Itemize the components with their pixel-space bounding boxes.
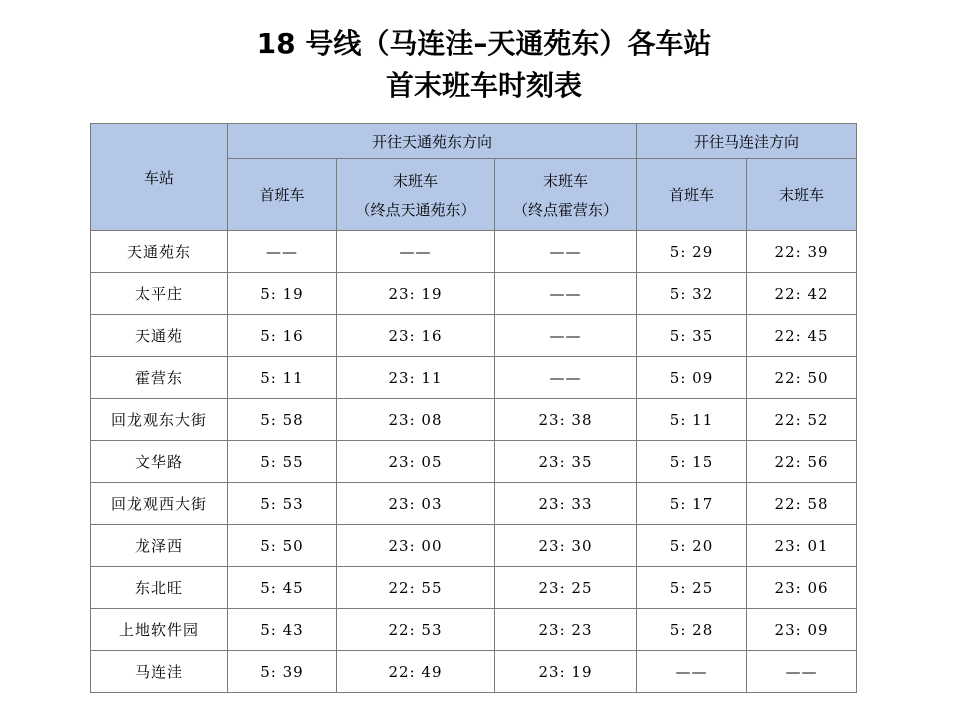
d2-last-train-cell: 23: 09 <box>747 609 857 651</box>
d1-last-train-hyd-cell: —— <box>495 315 637 357</box>
d1-last-train-hyd-cell: —— <box>495 357 637 399</box>
table-row <box>91 567 857 609</box>
station-cell: 太平庄 <box>91 273 228 315</box>
d1-last-train-tto-cell: 23: 08 <box>337 399 495 441</box>
d2-last-train-cell: 22: 50 <box>747 357 857 399</box>
d2-first-train-cell: 5: 17 <box>637 483 747 525</box>
d2-first-train-cell: 5: 11 <box>637 399 747 441</box>
station-cell: 天通苑 <box>91 315 228 357</box>
station-cell: 文华路 <box>91 441 228 483</box>
d1-last-train-tto-cell: 23: 00 <box>337 525 495 567</box>
d1-last-train-tto-cell: 23: 03 <box>337 483 495 525</box>
header-row-1 <box>91 124 857 159</box>
station-cell: 龙泽西 <box>91 525 228 567</box>
table-row <box>91 441 857 483</box>
station-cell: 回龙观西大街 <box>91 483 228 525</box>
header-d1-last-train-hyd <box>495 159 637 231</box>
d1-last-train-tto-cell: 23: 19 <box>337 273 495 315</box>
table-row <box>91 651 857 693</box>
d1-last-train-hyd-cell: 23: 25 <box>495 567 637 609</box>
d1-last-train-hyd-cell: 23: 35 <box>495 441 637 483</box>
header-last-train-note-tto: （终点天通苑东） <box>355 200 476 219</box>
d1-first-train-cell: 5: 50 <box>228 525 337 567</box>
station-cell: 霍营东 <box>91 357 228 399</box>
d1-last-train-hyd-cell: 23: 38 <box>495 399 637 441</box>
d1-first-train-cell: 5: 58 <box>228 399 337 441</box>
header-d2-last-train: 末班车 <box>747 159 857 231</box>
d2-first-train-cell: 5: 09 <box>637 357 747 399</box>
d2-last-train-cell: 22: 45 <box>747 315 857 357</box>
table-row <box>91 315 857 357</box>
header-d1-last-train-tto <box>337 159 495 231</box>
d2-last-train-cell: 22: 56 <box>747 441 857 483</box>
d1-last-train-hyd-cell: 23: 19 <box>495 651 637 693</box>
d2-last-train-cell: 22: 52 <box>747 399 857 441</box>
d2-last-train-cell: —— <box>747 651 857 693</box>
header-d2-first-train: 首班车 <box>637 159 747 231</box>
d1-last-train-tto-cell: 22: 53 <box>337 609 495 651</box>
title-line-1: 18 号线（马连洼–天通苑东）各车站 <box>256 27 712 60</box>
d2-first-train-cell: 5: 15 <box>637 441 747 483</box>
station-cell: 马连洼 <box>91 651 228 693</box>
d1-last-train-tto-cell: 23: 11 <box>337 357 495 399</box>
header-last-train-note-hyd: （终点霍营东） <box>513 200 619 219</box>
d2-first-train-cell: 5: 35 <box>637 315 747 357</box>
d2-last-train-cell: 22: 58 <box>747 483 857 525</box>
table-row <box>91 609 857 651</box>
d1-last-train-hyd-cell: —— <box>495 273 637 315</box>
table-row <box>91 273 857 315</box>
d1-first-train-cell: 5: 11 <box>228 357 337 399</box>
table-row <box>91 399 857 441</box>
d1-last-train-hyd-cell: 23: 23 <box>495 609 637 651</box>
header-direction-tiantongyuandong: 开往天通苑东方向 <box>228 124 637 159</box>
table-row <box>91 525 857 567</box>
d1-last-train-tto-cell: 23: 05 <box>337 441 495 483</box>
d2-first-train-cell: 5: 20 <box>637 525 747 567</box>
header-d1-first-train: 首班车 <box>228 159 337 231</box>
header-station: 车站 <box>91 124 228 231</box>
table-row <box>91 483 857 525</box>
d1-first-train-cell: 5: 16 <box>228 315 337 357</box>
header-last-train-label: 末班车 <box>543 171 589 190</box>
d2-last-train-cell: 23: 01 <box>747 525 857 567</box>
station-cell: 回龙观东大街 <box>91 399 228 441</box>
d2-last-train-cell: 23: 06 <box>747 567 857 609</box>
header-direction-malianwa: 开往马连洼方向 <box>637 124 857 159</box>
d1-last-train-tto-cell: —— <box>337 231 495 273</box>
d1-last-train-hyd-cell: 23: 30 <box>495 525 637 567</box>
d1-first-train-cell: 5: 43 <box>228 609 337 651</box>
table-row <box>91 231 857 273</box>
d2-first-train-cell: 5: 25 <box>637 567 747 609</box>
station-cell: 天通苑东 <box>91 231 228 273</box>
d2-first-train-cell: 5: 32 <box>637 273 747 315</box>
d1-last-train-tto-cell: 23: 16 <box>337 315 495 357</box>
d1-last-train-tto-cell: 22: 49 <box>337 651 495 693</box>
header-last-train-label: 末班车 <box>392 171 438 190</box>
d2-last-train-cell: 22: 42 <box>747 273 857 315</box>
d2-first-train-cell: 5: 29 <box>637 231 747 273</box>
d1-first-train-cell: 5: 55 <box>228 441 337 483</box>
timetable <box>90 123 857 693</box>
table-row <box>91 357 857 399</box>
d2-first-train-cell: 5: 28 <box>637 609 747 651</box>
d1-first-train-cell: 5: 53 <box>228 483 337 525</box>
d1-first-train-cell: 5: 39 <box>228 651 337 693</box>
d1-last-train-hyd-cell: —— <box>495 231 637 273</box>
d1-first-train-cell: 5: 45 <box>228 567 337 609</box>
d2-first-train-cell: —— <box>637 651 747 693</box>
d1-first-train-cell: —— <box>228 231 337 273</box>
station-cell: 上地软件园 <box>91 609 228 651</box>
station-cell: 东北旺 <box>91 567 228 609</box>
d1-last-train-tto-cell: 22: 55 <box>337 567 495 609</box>
d1-last-train-hyd-cell: 23: 33 <box>495 483 637 525</box>
d1-first-train-cell: 5: 19 <box>228 273 337 315</box>
d2-last-train-cell: 22: 39 <box>747 231 857 273</box>
title-line-2: 首末班车时刻表 <box>385 69 582 102</box>
